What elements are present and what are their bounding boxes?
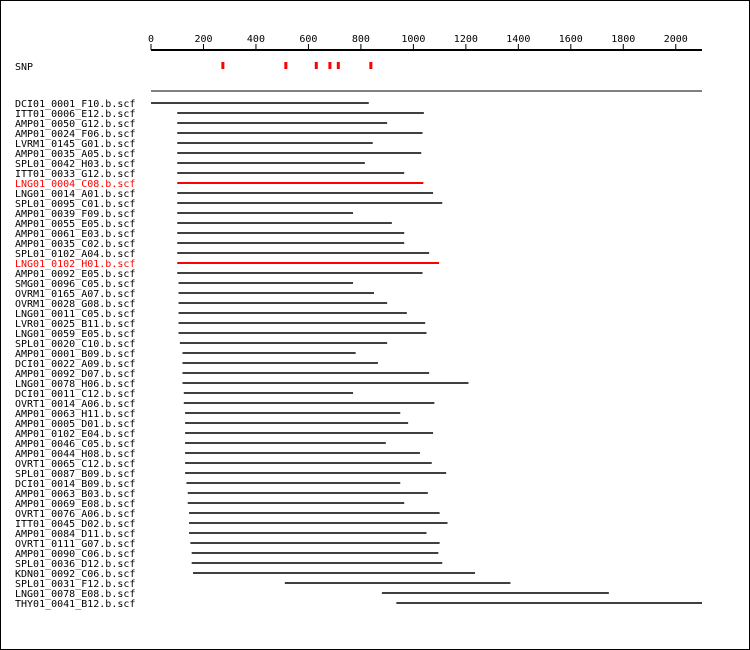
read-name: AMP01_0102_E04.b.scf <box>15 429 136 440</box>
read-name: AMP01_0084_D11.b.scf <box>15 529 136 540</box>
axis-tick-label: 1800 <box>611 34 636 45</box>
read-name: ITT01_0006_E12.b.scf <box>15 109 136 120</box>
read-name: OVRT1_0065_C12.b.scf <box>15 459 136 470</box>
read-name: ITT01_0045_D02.b.scf <box>15 519 136 530</box>
axis-tick-label: 2000 <box>663 34 688 45</box>
read-name: LNG01_0102_H01.b.scf <box>15 259 136 270</box>
read-name: SPL01_0102_A04.b.scf <box>15 249 136 260</box>
axis-tick-label: 600 <box>299 34 318 45</box>
read-name: SMG01_0096_C05.b.scf <box>15 279 136 290</box>
read-name: AMP01_0005_D01.b.scf <box>15 419 136 430</box>
read-name: SPL01_0036_D12.b.scf <box>15 559 136 570</box>
snp-marker <box>369 62 372 69</box>
read-name: AMP01_0063_B03.b.scf <box>15 489 136 500</box>
axis-tick-label: 800 <box>351 34 370 45</box>
read-name: LNG01_0004_C08.b.scf <box>15 179 136 190</box>
alignment-plot <box>1 1 749 649</box>
read-name: KDN01_0092_C06.b.scf <box>15 569 136 580</box>
read-name: AMP01_0090_C06.b.scf <box>15 549 136 560</box>
axis-tick-label: 0 <box>147 34 155 45</box>
read-name: OVRM1_0028_G08.b.scf <box>15 299 136 310</box>
read-name: OVRT1_0076_A06.b.scf <box>15 509 136 520</box>
read-name: AMP01_0044_H08.b.scf <box>15 449 136 460</box>
read-name: LNG01_0059_E05.b.scf <box>15 329 136 340</box>
read-name: LVRM1_0145_G01.b.scf <box>15 139 136 150</box>
axis-tick-label: 400 <box>246 34 265 45</box>
read-name: AMP01_0063_H11.b.scf <box>15 409 136 420</box>
axis-tick-label: 1200 <box>453 34 478 45</box>
read-name: AMP01_0061_E03.b.scf <box>15 229 136 240</box>
read-name: LNG01_0078_H06.b.scf <box>15 379 136 390</box>
snp-marker <box>221 62 224 69</box>
axis-tick-label: 1600 <box>558 34 583 45</box>
read-name: AMP01_0035_C02.b.scf <box>15 239 136 250</box>
read-name: AMP01_0055_E05.b.scf <box>15 219 136 230</box>
read-name: AMP01_0039_F09.b.scf <box>15 209 136 220</box>
read-name: LNG01_0078_E08.b.scf <box>15 589 136 600</box>
read-name: ITT01_0033_G12.b.scf <box>15 169 136 180</box>
read-name: OVRM1_0165_A07.b.scf <box>15 289 136 300</box>
snp-marker <box>315 62 318 69</box>
axis-tick-label: 1000 <box>401 34 426 45</box>
read-name: LNG01_0011_C05.b.scf <box>15 309 136 320</box>
snp-marker <box>284 62 287 69</box>
read-name: SPL01_0095_C01.b.scf <box>15 199 136 210</box>
snp-marker <box>328 62 331 69</box>
reads-track <box>15 99 702 610</box>
snp-marker <box>337 62 340 69</box>
read-name: DCI01_0014_B09.b.scf <box>15 479 136 490</box>
read-name: AMP01_0024_F06.b.scf <box>15 129 136 140</box>
read-name: SPL01_0020_C10.b.scf <box>15 339 136 350</box>
read-name: LNG01_0014_A01.b.scf <box>15 189 136 200</box>
read-name: AMP01_0035_A05.b.scf <box>15 149 136 160</box>
read-name: SPL01_0042_H03.b.scf <box>15 159 136 170</box>
read-name: SPL01_0087_B09.b.scf <box>15 469 136 480</box>
read-name: AMP01_0092_D07.b.scf <box>15 369 136 380</box>
axis-tick-label: 200 <box>194 34 213 45</box>
read-row <box>15 599 702 610</box>
read-name: OVRT1_0014_A06.b.scf <box>15 399 136 410</box>
read-name: LVR01_0025_B11.b.scf <box>15 319 136 330</box>
read-name: OVRT1_0111_G07.b.scf <box>15 539 136 550</box>
read-name: DCI01_0001_F10.b.scf <box>15 99 136 110</box>
read-name: AMP01_0069_E08.b.scf <box>15 499 136 510</box>
read-name: AMP01_0046_C05.b.scf <box>15 439 136 450</box>
position-axis <box>148 34 702 50</box>
snp-label: SNP <box>15 62 34 73</box>
read-name: SPL01_0031_F12.b.scf <box>15 579 136 590</box>
read-name: AMP01_0092_E05.b.scf <box>15 269 136 280</box>
read-name: DCI01_0011_C12.b.scf <box>15 389 136 400</box>
read-name: THY01_0041_B12.b.scf <box>15 599 136 610</box>
snp-track <box>15 62 372 73</box>
read-name: AMP01_0050_G12.b.scf <box>15 119 136 130</box>
read-name: AMP01_0001_B09.b.scf <box>15 349 136 360</box>
read-name: DCI01_0022_A09.b.scf <box>15 359 136 370</box>
axis-tick-label: 1400 <box>506 34 531 45</box>
